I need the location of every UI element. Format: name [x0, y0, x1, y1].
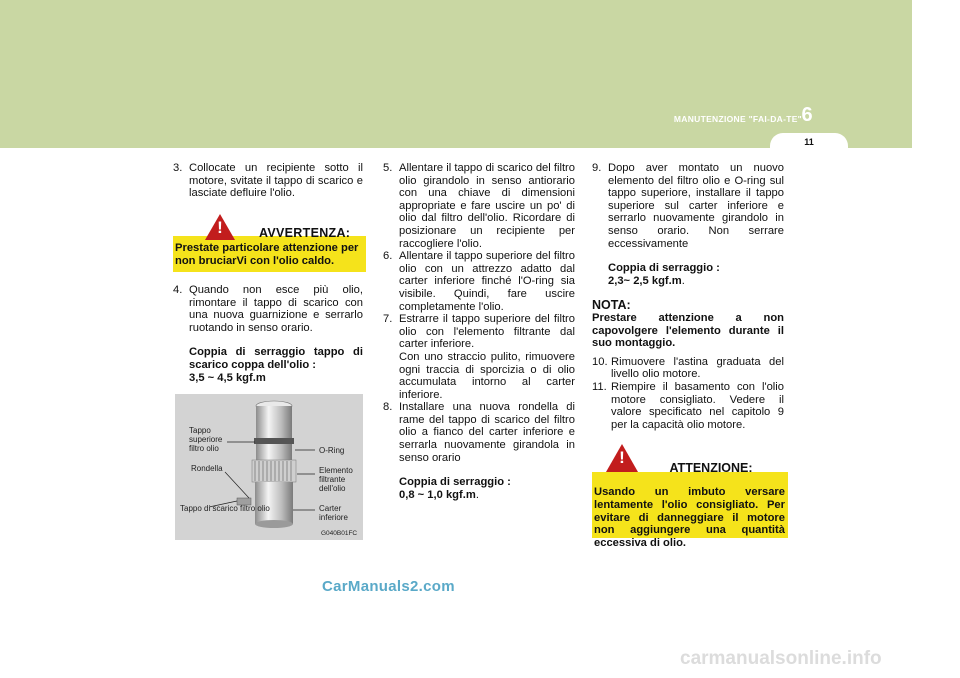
step-8-text: Installare una nuova rondella di rame del tappo di scarico del filtro olio a fianco del carter inferiore e serrarla nuovamente girandola in senso orario [399, 401, 575, 464]
warning-title: AVVERTENZA: [259, 226, 351, 240]
step-7 [383, 313, 575, 351]
watermark-carmanualsonline: carmanualsonline.info [680, 648, 882, 669]
column-middle [383, 162, 575, 501]
label-top-cap: Tappo superiore filtro olio [189, 426, 223, 453]
label-element: Elemento filtrante dell'olio [319, 466, 353, 493]
step-8 [383, 401, 575, 464]
step-10 [592, 356, 784, 381]
step-9-text: Dopo aver montato un nuovo elemento del filtro olio e O-ring sul tappo superiore, installare il tappo superiore sul carter inferiore e serrarlo nuovamente girandolo in senso orario. Non serrare eccessivamente [608, 162, 784, 250]
label-oring: O-Ring [319, 446, 345, 455]
watermark-carmanuals2[interactable]: CarManuals2.com [322, 578, 455, 595]
step-11-text: Riempire il basamento con l'olio motore consigliato. Vedere il valore specificato nel capitolo 9 per la capacità olio motore. [611, 380, 784, 431]
torque-3-label: Coppia di serraggio : [608, 262, 720, 275]
caution-exclamation-icon: ! [619, 448, 625, 467]
figure-code: G040B01FC [321, 530, 358, 537]
column-left-lower [173, 284, 363, 384]
header-band [0, 0, 912, 148]
label-drain-plug: Tappo di scarico filtro olio [180, 504, 270, 513]
step-7-number: 7. [383, 313, 393, 326]
caution-text: Usando un imbuto versare lentamente l'olio consigliato. Per evitare di danneggiare il motore non aggiungere una quantità eccessiva di olio. [594, 486, 785, 550]
torque-2-line [383, 489, 575, 502]
step-6-text: Allentare il tappo superiore del filtro olio con un attrezzo adatto dal carter inferiore finché l'O-ring sia visibile. Quindi, fare uscire completamente l'olio. [399, 250, 575, 313]
step-5-text: Allentare il tappo di scarico del filtro olio girandolo in senso antiorario con una chiave di dimensioni appropriate e fare uscire un po' di olio dal filtro dell'olio. Ricordare di posizionare un recipiente per raccogliere l'olio. [399, 162, 575, 250]
warning-box [173, 220, 366, 272]
torque-2-label: Coppia di serraggio : [399, 476, 511, 489]
step-11 [592, 381, 784, 431]
section-title: MANUTENZIONE "FAI-DA-TE" [673, 114, 802, 124]
chapter-number: 6 [801, 104, 813, 126]
step-3-text: Collocate un recipiente sotto il motore, svitate il tappo di scarico e lasciate defluire l'olio. [189, 162, 363, 200]
step-5-number: 5. [383, 162, 393, 174]
torque-2-value: 0,8 ~ 1,0 kgf.m [399, 488, 476, 501]
torque-3-dot: . [681, 274, 685, 287]
torque-3-line [592, 275, 784, 288]
caution-box [592, 448, 788, 550]
label-carter: Carter inferiore [319, 504, 348, 522]
column-left [173, 162, 363, 200]
torque-1-label: Coppia di serraggio tappo di scarico coppa dell'olio : [189, 346, 363, 371]
oil-filter-figure [175, 394, 363, 540]
nota-text: Prestare attenzione a non capovolgere l'elemento durante il suo montaggio. [592, 311, 784, 350]
step-10-text: Rimuovere l'astina graduata del livello olio motore. [611, 355, 784, 381]
step-7-extra: Con uno straccio pulito, rimuovere ogni traccia di sporcizia o di olio accumulata intorno al carter inferiore. [399, 350, 575, 401]
caution-title: ATTENZIONE: [669, 461, 753, 475]
nota-title: NOTA: [592, 298, 631, 313]
step-4 [173, 284, 363, 334]
step-3 [173, 162, 363, 200]
exclamation-icon: ! [217, 218, 223, 237]
step-8-number: 8. [383, 401, 393, 414]
page-number: 11 [804, 137, 814, 147]
label-rondella: Rondella [191, 464, 223, 473]
torque-1-value: 3,5 ~ 4,5 kgf.m [189, 371, 266, 384]
torque-3-value: 2,3~ 2,5 kgf.m [608, 274, 682, 287]
step-7-text: Estrarre il tappo superiore del filtro olio con l'elemento filtrante dal carter inferiore. [399, 313, 575, 351]
step-6 [383, 250, 575, 313]
torque-2-dot: . [475, 488, 479, 501]
step-3-number: 3. [173, 162, 183, 174]
step-11-number: 11. [592, 380, 607, 393]
step-4-text: Quando non esce più olio, rimontare il tappo di scarico con una nuova guarnizione e serrarlo ruotando in senso orario. [189, 284, 363, 334]
step-4-number: 4. [173, 284, 183, 296]
step-6-number: 6. [383, 250, 393, 263]
step-5 [383, 162, 575, 250]
step-10-number: 10. [592, 355, 608, 368]
column-right [592, 162, 784, 431]
warning-text: Prestate particolare attenzione per non bruciarVi con l'olio caldo. [175, 242, 359, 267]
step-9-number: 9. [592, 162, 602, 174]
step-9 [592, 162, 784, 250]
